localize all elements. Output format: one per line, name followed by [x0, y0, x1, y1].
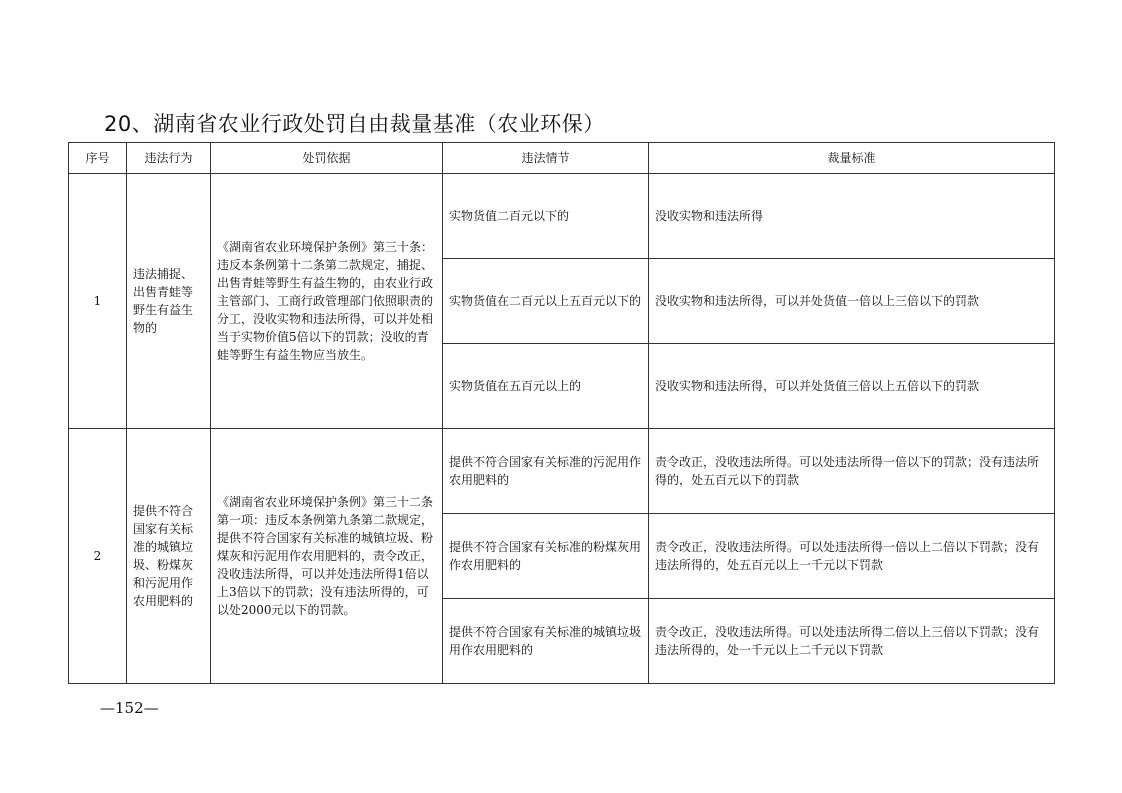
violation-cell: 违法捕捉、出售青蛙等野生有益生物的 — [127, 174, 211, 429]
table-header-row — [69, 143, 1055, 174]
standard-cell: 责令改正，没收违法所得。可以处违法所得一倍以上二倍以下罚款；没有违法所得的，处五百元以上一千元以下罚款 — [649, 514, 1055, 599]
standard-cell: 没收实物和违法所得 — [649, 174, 1055, 259]
page-number: —152— — [100, 699, 159, 717]
basis-cell: 《湖南省农业环境保护条例》第三十条：违反本条例第十二条第二款规定，捕捉、出售青蛙等野生有益生物的，由农业行政主管部门、工商行政管理部门依照职责的分工，没收实物和违法所得，可以并处相当于实物价值5倍以下的罚款；没收的青蛙等野生有益生物应当放生。 — [211, 174, 443, 429]
standard-cell: 责令改正，没收违法所得。可以处违法所得一倍以下的罚款；没有违法所得的，处五百元以下的罚款 — [649, 429, 1055, 514]
header-no: 序号 — [69, 143, 127, 174]
page-title: 20、湖南省农业行政处罚自由裁量基准（农业环保） — [104, 112, 605, 136]
penalty-table — [68, 142, 1055, 684]
row-number: 2 — [69, 429, 127, 684]
circumstance-cell: 实物货值在二百元以上五百元以下的 — [443, 259, 649, 344]
circumstance-cell: 提供不符合国家有关标准的污泥用作农用肥料的 — [443, 429, 649, 514]
circumstance-cell: 提供不符合国家有关标准的粉煤灰用作农用肥料的 — [443, 514, 649, 599]
standard-cell: 没收实物和违法所得，可以并处货值三倍以上五倍以下的罚款 — [649, 344, 1055, 429]
header-basis: 处罚依据 — [211, 143, 443, 174]
table-row — [69, 429, 1055, 514]
basis-cell: 《湖南省农业环境保护条例》第三十二条第一项：违反本条例第九条第二款规定，提供不符合国家有关标准的城镇垃圾、粉煤灰和污泥用作农用肥料的，责令改正，没收违法所得，可以并处违法所得1倍以上3倍以下的罚款；没有违法所得的，可以处2000元以下的罚款。 — [211, 429, 443, 684]
header-standard: 裁量标准 — [649, 143, 1055, 174]
standard-cell: 责令改正，没收违法所得。可以处违法所得二倍以上三倍以下罚款；没有违法所得的，处一千元以上二千元以下罚款 — [649, 599, 1055, 684]
circumstance-cell: 提供不符合国家有关标准的城镇垃圾用作农用肥料的 — [443, 599, 649, 684]
header-violation: 违法行为 — [127, 143, 211, 174]
circumstance-cell: 实物货值在五百元以上的 — [443, 344, 649, 429]
header-circumstance: 违法情节 — [443, 143, 649, 174]
row-number: 1 — [69, 174, 127, 429]
standard-cell: 没收实物和违法所得，可以并处货值一倍以上三倍以下的罚款 — [649, 259, 1055, 344]
table-row — [69, 174, 1055, 259]
violation-cell: 提供不符合国家有关标准的城镇垃圾、粉煤灰和污泥用作农用肥料的 — [127, 429, 211, 684]
circumstance-cell: 实物货值二百元以下的 — [443, 174, 649, 259]
